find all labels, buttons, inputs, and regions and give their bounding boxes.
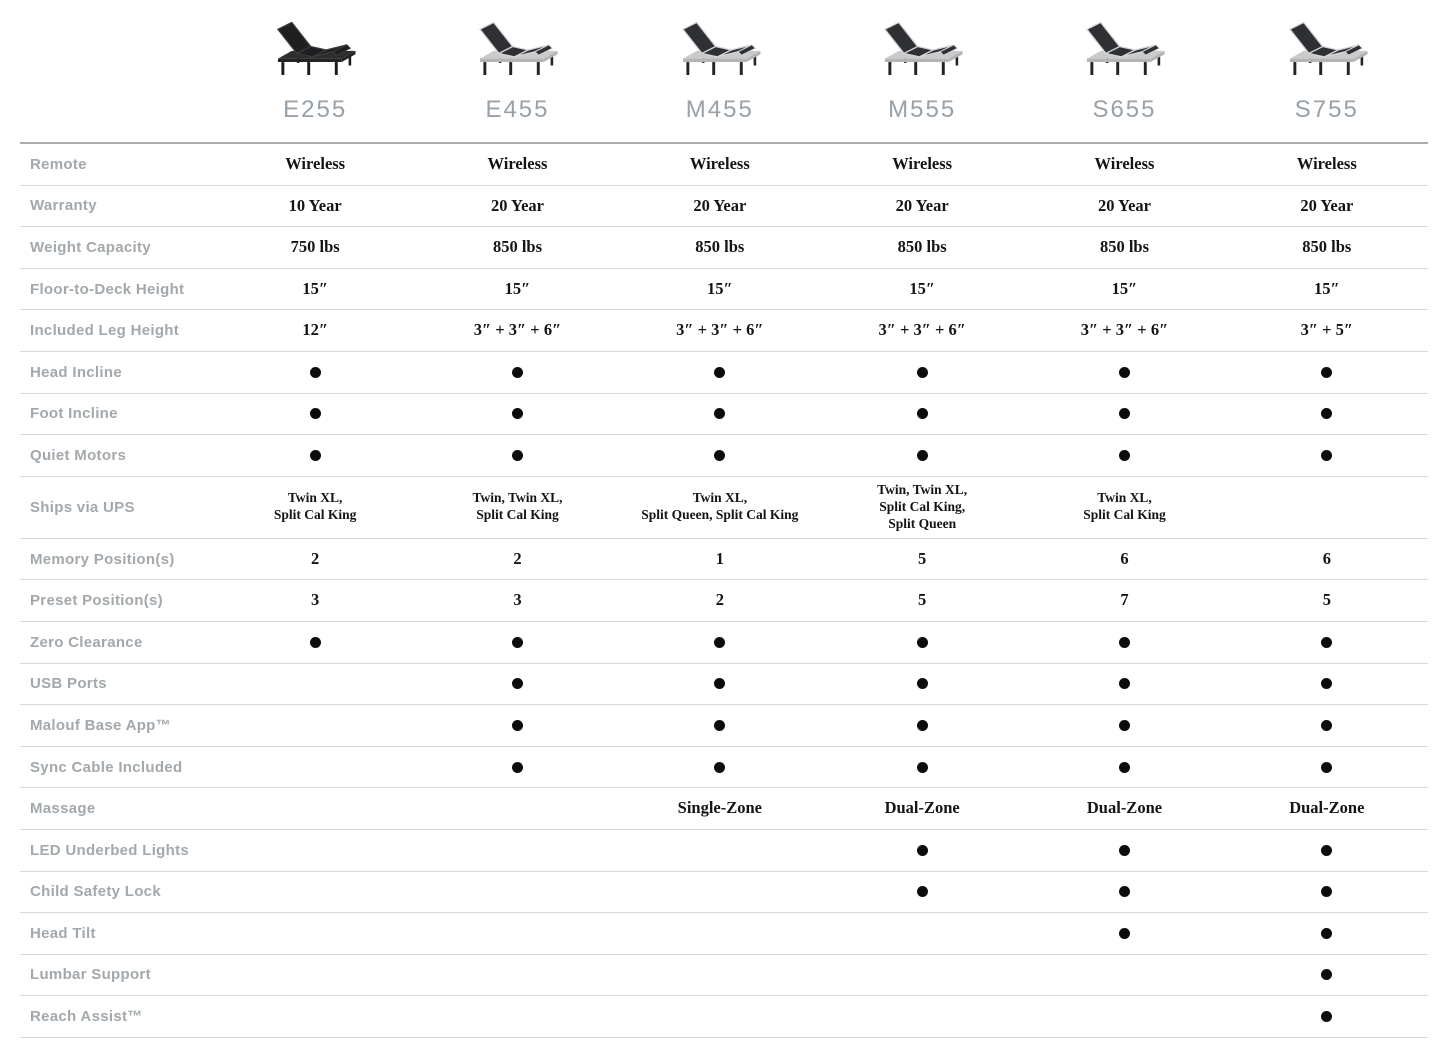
cell: [416, 237, 618, 258]
cell: [416, 279, 618, 300]
cell-text: 850 lbs: [492, 237, 543, 257]
cell-text: 750 lbs: [290, 237, 340, 257]
cell: [1226, 678, 1428, 689]
cell-text: 2: [513, 548, 522, 568]
cell: [821, 590, 1023, 611]
included-dot-icon: [512, 637, 523, 648]
cell: [1226, 845, 1428, 856]
included-dot-icon: [714, 762, 725, 773]
included-dot-icon: [1321, 886, 1332, 897]
table-row: [20, 477, 1428, 539]
cell: [619, 678, 821, 689]
cell-text: 3″ + 3″ + 6″: [676, 320, 764, 340]
cell-text: 5: [1322, 590, 1331, 610]
cell-text: 3: [311, 590, 320, 610]
cell: [1226, 886, 1428, 897]
table-row: [20, 622, 1428, 664]
cell-line: Split Cal King: [476, 507, 559, 523]
included-dot-icon: [1321, 762, 1332, 773]
included-dot-icon: [512, 408, 523, 419]
row-label: Foot Incline: [30, 405, 118, 423]
model-header-row: [20, 0, 1428, 144]
row-label: Remote: [30, 155, 87, 173]
included-dot-icon: [1321, 845, 1332, 856]
cell: [1226, 549, 1428, 570]
cell-line: Split Queen: [888, 515, 957, 531]
cell-text: Dual-Zone: [1289, 798, 1365, 818]
cell-text: 10 Year: [288, 195, 342, 215]
product-comparison-table: [20, 0, 1428, 1038]
cell: [619, 450, 821, 461]
included-dot-icon: [310, 450, 321, 461]
included-dot-icon: [917, 450, 928, 461]
cell-text: 850 lbs: [1099, 237, 1150, 257]
included-dot-icon: [1119, 367, 1130, 378]
cell: [416, 367, 618, 378]
cell: [821, 798, 1023, 819]
cell: [1226, 590, 1428, 611]
model-name: S755: [1294, 96, 1359, 123]
row-label: Lumbar Support: [30, 966, 151, 984]
cell-text: 1: [715, 548, 724, 568]
cell-text: Wireless: [1296, 153, 1357, 173]
cell: [821, 196, 1023, 217]
bed-image-dark: [259, 10, 371, 90]
cell-text: 20 Year: [693, 195, 747, 215]
cell-line: Twin XL,: [1097, 490, 1152, 506]
included-dot-icon: [714, 720, 725, 731]
included-dot-icon: [1119, 720, 1130, 731]
included-dot-icon: [1119, 886, 1130, 897]
included-dot-icon: [1321, 678, 1332, 689]
cell: [1226, 196, 1428, 217]
cell: [1226, 762, 1428, 773]
row-label: Preset Position(s): [30, 592, 163, 610]
cell-text: 20 Year: [1300, 195, 1354, 215]
bed-image-silver: [1068, 10, 1180, 90]
model-header-m555: [821, 0, 1023, 142]
cell: [1023, 762, 1225, 773]
cell: [821, 367, 1023, 378]
cell: [416, 196, 618, 217]
cell: [619, 279, 821, 300]
table-row: [20, 310, 1428, 352]
cell: [214, 590, 416, 611]
cell-line: Twin, Twin XL,: [877, 481, 968, 497]
model-name: M455: [685, 96, 754, 123]
cell: [214, 637, 416, 648]
cell: [416, 590, 618, 611]
row-label: Weight Capacity: [30, 238, 151, 256]
table-row: [20, 747, 1428, 789]
cell: [214, 367, 416, 378]
cell: [619, 762, 821, 773]
bed-image-silver: [461, 10, 573, 90]
cell: [214, 279, 416, 300]
included-dot-icon: [1321, 637, 1332, 648]
included-dot-icon: [917, 720, 928, 731]
cell: [214, 450, 416, 461]
model-header-s755: [1226, 0, 1428, 142]
included-dot-icon: [1321, 1011, 1332, 1022]
cell: [619, 798, 821, 819]
cell-line: Split Cal King,: [879, 498, 966, 514]
included-dot-icon: [512, 762, 523, 773]
cell: [619, 237, 821, 258]
cell-line: Twin, Twin XL,: [472, 490, 563, 506]
bed-image-silver: [866, 10, 978, 90]
cell: [619, 408, 821, 419]
cell-text: 850 lbs: [897, 237, 947, 257]
table-row: [20, 352, 1428, 394]
row-label: Sync Cable Included: [30, 758, 183, 776]
included-dot-icon: [917, 762, 928, 773]
cell: [214, 154, 416, 175]
cell-text: 15″: [1111, 278, 1138, 298]
cell-text: 15″: [302, 278, 328, 298]
included-dot-icon: [917, 886, 928, 897]
cell-text: 3″ + 3″ + 6″: [878, 320, 966, 340]
row-label: Head Tilt: [30, 924, 96, 942]
model-header-m455: [619, 0, 821, 142]
cell: [821, 720, 1023, 731]
cell: [1226, 969, 1428, 980]
table-row: [20, 788, 1428, 830]
row-label: Child Safety Lock: [30, 883, 161, 901]
cell: [619, 637, 821, 648]
included-dot-icon: [1119, 450, 1130, 461]
included-dot-icon: [917, 408, 928, 419]
included-dot-icon: [310, 408, 321, 419]
cell: [1023, 279, 1225, 300]
included-dot-icon: [1321, 408, 1332, 419]
cell-text: 20 Year: [490, 195, 544, 215]
cell: [1226, 367, 1428, 378]
cell: [619, 590, 821, 611]
cell: [1023, 154, 1225, 175]
model-name: E255: [283, 96, 348, 123]
included-dot-icon: [1321, 720, 1332, 731]
included-dot-icon: [512, 678, 523, 689]
cell-line: Twin XL,: [692, 490, 748, 506]
cell-text: Wireless: [487, 153, 548, 173]
cell-text: 20 Year: [895, 195, 949, 215]
cell: [1023, 637, 1225, 648]
cell: [214, 196, 416, 217]
row-label: USB Ports: [30, 675, 107, 693]
cell: [1023, 450, 1225, 461]
model-header-e255: [214, 0, 416, 142]
header-spacer: [20, 0, 214, 142]
cell-text: 850 lbs: [695, 237, 745, 257]
cell: [1226, 408, 1428, 419]
row-label: Floor-to-Deck Height: [30, 280, 185, 298]
cell: [619, 720, 821, 731]
cell-text: 20 Year: [1097, 195, 1151, 215]
included-dot-icon: [714, 450, 725, 461]
table-row: [20, 539, 1428, 581]
cell: [1023, 237, 1225, 258]
cell: [619, 196, 821, 217]
included-dot-icon: [917, 845, 928, 856]
cell: [1023, 798, 1225, 819]
cell: [619, 549, 821, 570]
cell-text: Wireless: [689, 153, 750, 173]
cell: [1226, 237, 1428, 258]
included-dot-icon: [310, 637, 321, 648]
cell: [416, 637, 618, 648]
included-dot-icon: [1321, 450, 1332, 461]
cell-text: 15″: [909, 278, 935, 298]
cell: [821, 482, 1023, 533]
included-dot-icon: [512, 450, 523, 461]
included-dot-icon: [714, 678, 725, 689]
cell: [416, 450, 618, 461]
row-label: LED Underbed Lights: [30, 841, 190, 859]
cell: [821, 845, 1023, 856]
cell-text: Dual-Zone: [884, 798, 960, 818]
cell: [1023, 720, 1225, 731]
included-dot-icon: [512, 367, 523, 378]
cell: [821, 450, 1023, 461]
model-name: S655: [1092, 96, 1157, 123]
cell: [1023, 320, 1225, 341]
cell: [821, 678, 1023, 689]
cell: [1023, 408, 1225, 419]
row-label: Memory Position(s): [30, 550, 175, 568]
cell: [1023, 886, 1225, 897]
bed-image-silver: [1271, 10, 1383, 90]
cell: [821, 279, 1023, 300]
table-row: [20, 186, 1428, 228]
row-label: Quiet Motors: [30, 446, 127, 464]
included-dot-icon: [1321, 969, 1332, 980]
included-dot-icon: [714, 408, 725, 419]
table-row: [20, 580, 1428, 622]
cell-text: Single-Zone: [677, 798, 762, 818]
model-header-s655: [1023, 0, 1225, 142]
cell-text: 5: [918, 590, 927, 610]
table-row: [20, 269, 1428, 311]
included-dot-icon: [714, 367, 725, 378]
cell-text: 15″: [1314, 278, 1340, 298]
cell-line: Split Cal King: [273, 507, 357, 523]
cell-text: 3″ + 3″ + 6″: [1080, 320, 1169, 340]
bed-image-silver: [664, 10, 776, 90]
cell: [619, 154, 821, 175]
cell-text: 6: [1322, 548, 1331, 568]
cell: [1226, 450, 1428, 461]
included-dot-icon: [917, 367, 928, 378]
table-body: [20, 144, 1428, 1038]
cell-text: 12″: [302, 320, 328, 340]
cell: [619, 367, 821, 378]
included-dot-icon: [1119, 408, 1130, 419]
cell: [416, 320, 618, 341]
cell: [1226, 798, 1428, 819]
cell-text: 6: [1120, 548, 1129, 568]
included-dot-icon: [1119, 845, 1130, 856]
included-dot-icon: [714, 637, 725, 648]
cell-text: Wireless: [285, 153, 346, 173]
cell: [821, 549, 1023, 570]
cell: [1226, 320, 1428, 341]
cell: [416, 490, 618, 524]
cell-line: Split Queen, Split Cal King: [641, 507, 799, 523]
cell-text: 3″ + 5″: [1300, 320, 1354, 340]
cell: [821, 320, 1023, 341]
row-label: Ships via UPS: [30, 498, 135, 516]
table-row: [20, 435, 1428, 477]
included-dot-icon: [1119, 928, 1130, 939]
cell: [821, 637, 1023, 648]
table-row: [20, 913, 1428, 955]
cell: [1226, 154, 1428, 175]
row-label: Warranty: [30, 197, 97, 215]
cell: [416, 154, 618, 175]
cell: [1226, 928, 1428, 939]
row-label: Malouf Base App™: [30, 716, 171, 734]
cell: [214, 320, 416, 341]
cell-text: 15″: [504, 278, 531, 298]
table-row: [20, 227, 1428, 269]
cell: [416, 762, 618, 773]
included-dot-icon: [1119, 762, 1130, 773]
cell-text: Dual-Zone: [1086, 798, 1163, 818]
cell: [1023, 367, 1225, 378]
cell: [821, 237, 1023, 258]
cell-text: 3: [513, 590, 522, 610]
cell: [416, 678, 618, 689]
table-row: [20, 955, 1428, 997]
table-row: [20, 872, 1428, 914]
table-row: [20, 996, 1428, 1038]
included-dot-icon: [1321, 928, 1332, 939]
cell-text: 850 lbs: [1302, 237, 1352, 257]
cell: [1226, 637, 1428, 648]
included-dot-icon: [917, 678, 928, 689]
table-row: [20, 830, 1428, 872]
model-name: M555: [888, 96, 957, 123]
row-label: Head Incline: [30, 363, 122, 381]
row-label: Reach Assist™: [30, 1008, 143, 1026]
included-dot-icon: [1321, 367, 1332, 378]
cell: [1226, 720, 1428, 731]
table-row: [20, 394, 1428, 436]
included-dot-icon: [1119, 637, 1130, 648]
cell-text: 2: [715, 590, 724, 610]
cell: [416, 408, 618, 419]
cell: [1023, 678, 1225, 689]
cell-text: Wireless: [892, 153, 953, 173]
table-row: [20, 664, 1428, 706]
included-dot-icon: [310, 367, 321, 378]
cell: [1023, 845, 1225, 856]
cell-line: Split Cal King: [1083, 507, 1166, 523]
row-label: Zero Clearance: [30, 633, 143, 651]
included-dot-icon: [1119, 678, 1130, 689]
cell: [821, 154, 1023, 175]
cell: [1023, 590, 1225, 611]
row-label: Massage: [30, 800, 96, 818]
cell-text: 2: [311, 548, 320, 568]
cell-line: Twin XL,: [287, 490, 343, 506]
cell: [821, 762, 1023, 773]
cell: [1023, 549, 1225, 570]
cell: [821, 408, 1023, 419]
cell: [1023, 490, 1225, 524]
included-dot-icon: [512, 720, 523, 731]
included-dot-icon: [917, 637, 928, 648]
table-row: [20, 144, 1428, 186]
cell-text: 5: [918, 548, 927, 568]
cell: [619, 490, 821, 524]
cell-text: Wireless: [1094, 153, 1155, 173]
model-header-e455: [416, 0, 618, 142]
cell: [619, 320, 821, 341]
cell: [214, 237, 416, 258]
cell: [1226, 279, 1428, 300]
cell: [416, 549, 618, 570]
cell: [1023, 196, 1225, 217]
cell-text: 3″ + 3″ + 6″: [473, 320, 562, 340]
row-label: Included Leg Height: [30, 322, 180, 340]
cell-text: 7: [1120, 590, 1129, 610]
cell: [1226, 1011, 1428, 1022]
model-name: E455: [485, 96, 550, 123]
cell: [214, 549, 416, 570]
table-row: [20, 705, 1428, 747]
cell: [821, 886, 1023, 897]
cell: [1023, 928, 1225, 939]
cell: [214, 408, 416, 419]
cell-text: 15″: [707, 278, 733, 298]
cell: [214, 490, 416, 524]
cell: [416, 720, 618, 731]
